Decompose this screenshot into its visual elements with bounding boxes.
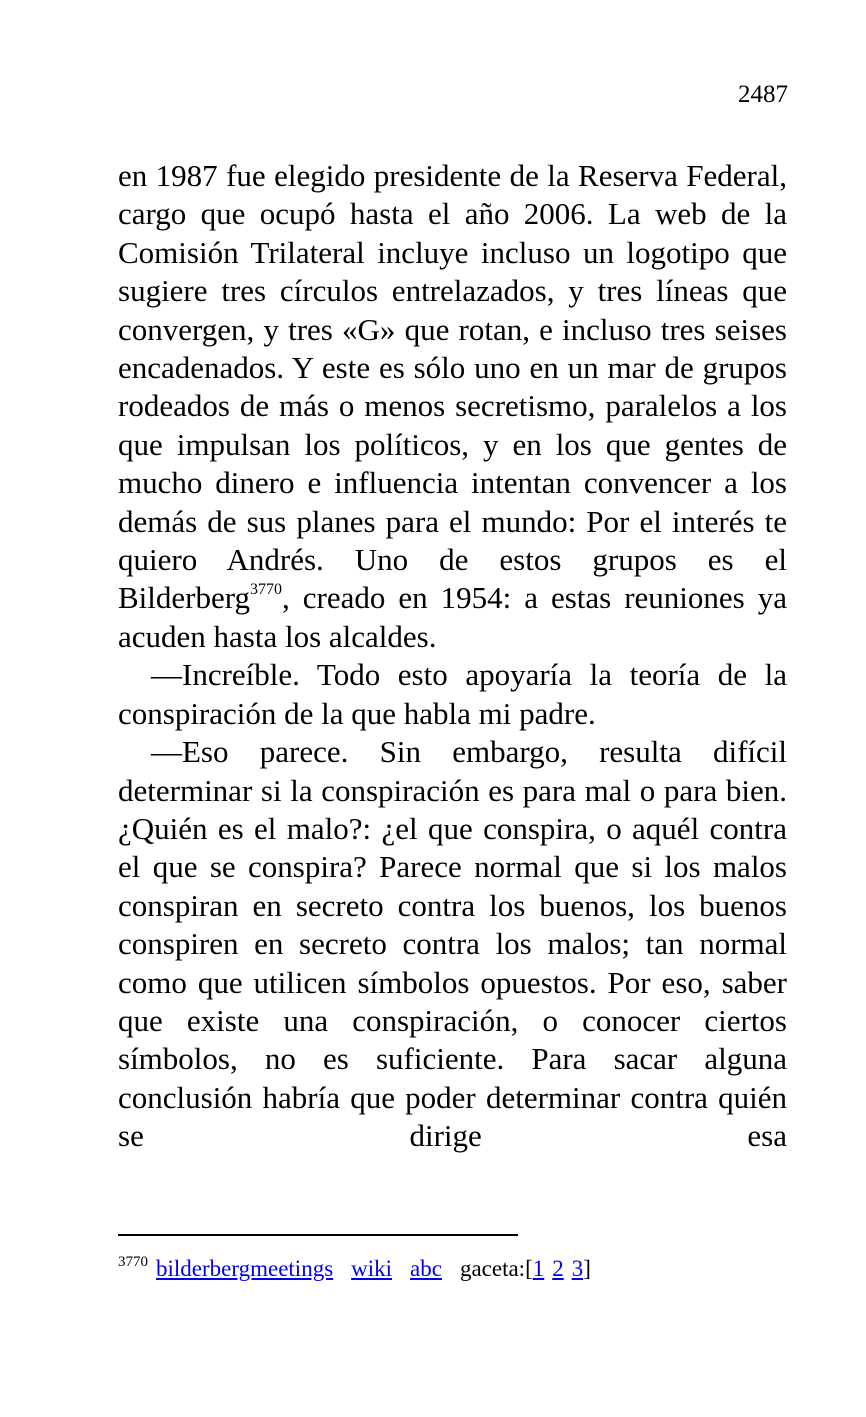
footnote-link-gaceta-1[interactable]: 1	[532, 1256, 545, 1281]
footnote-link-gaceta-2[interactable]: 2	[552, 1256, 564, 1281]
footnote	[118, 1254, 591, 1284]
footnote-link-wiki[interactable]: wiki	[351, 1256, 393, 1281]
footnote-gaceta-label: gaceta:[	[459, 1256, 533, 1281]
page-number: 2487	[738, 81, 788, 108]
footnote-link-bilderbergmeetings[interactable]: bilderbergmeetings	[156, 1256, 334, 1281]
footnote-number: 3770	[118, 1254, 148, 1270]
paragraph-2: —Increíble. Todo esto apoyaría la teoría de la conspiración de la que habla mi padre.	[118, 657, 787, 731]
main-text	[118, 157, 787, 1156]
paragraph-1-continuation: , creado en 1954: a estas reuniones ya acuden hasta los alcaldes.	[118, 580, 787, 654]
footnote-link-abc[interactable]: abc	[410, 1256, 442, 1281]
paragraph-1	[118, 157, 787, 656]
footnote-gaceta-close: ]	[583, 1256, 591, 1281]
footnote-reference[interactable]: 3770	[250, 581, 283, 599]
paragraph-3: —Eso parece. Sin embargo, resulta difícil determinar si la conspiración es para mal o para bien. ¿Quién es el malo?: ¿el que conspira, o aquél contra el que se conspira? Parece normal que si los malos conspiran en secreto contra los buenos, los buenos conspiren en secreto contra los malos; tan normal como que utilicen símbolos opuestos. Por eso, saber que existe una conspiración, o conocer ciertos símbolos, no es suficiente. Para sacar alguna conclusión habría que poder determinar contra quién se dirige esa	[118, 734, 787, 1154]
footnote-divider	[118, 1234, 518, 1236]
footnote-link-gaceta-3[interactable]: 3	[571, 1256, 584, 1281]
paragraph-1-text: en 1987 fue elegido presidente de la Reserva Federal, cargo que ocupó hasta el año 2006. La web de la Comisión Trilateral incluye incluso un logotipo que sugiere tres círculos entrelazados, y tres líneas que convergen, y tres «G» que rotan, e incluso tres seises encadenados. Y este es sólo uno en un mar de grupos rodeados de más o menos secretismo, paralelos a los que impulsan los políticos, y en los que gentes de mucho dinero e influencia intentan convencer a los demás de sus planes para el mundo: Por el interés te quiero Andrés. Uno de estos grupos es el Bilderberg	[118, 158, 787, 616]
